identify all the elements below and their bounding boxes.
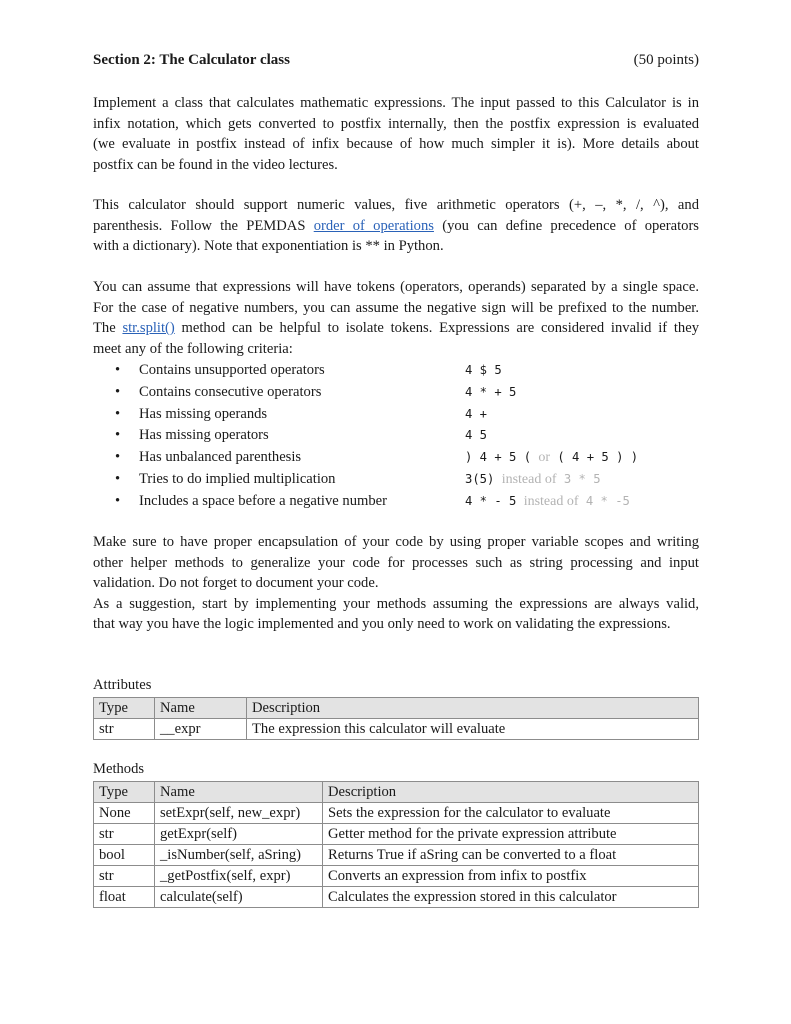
table-header-row <box>94 782 699 803</box>
table-row <box>94 845 699 866</box>
table-cell: The expression this calculator will evaluate <box>247 719 699 740</box>
table-row <box>94 866 699 887</box>
paragraph-line: Make sure to have proper encapsulation of your code by using proper variable scopes and writing <box>93 534 699 550</box>
text-span: parenthesis. Follow the PEMDAS <box>93 217 314 234</box>
paragraph-line: postfix can be found in the video lectures. <box>93 156 338 173</box>
table-cell: _isNumber(self, aSring) <box>155 845 323 866</box>
criteria-example <box>465 382 516 404</box>
paragraph-line: For the case of negative numbers, you can assume the negative sign will be prefixed to the number. <box>93 299 699 316</box>
methods-caption: Methods <box>93 761 145 777</box>
table-cell: str <box>94 824 155 845</box>
paragraph-line <box>93 216 699 237</box>
example-code: 3(5) <box>465 471 502 486</box>
criteria-example <box>465 425 487 447</box>
table-cell: bool <box>94 845 155 866</box>
bullet-icon: • <box>115 405 121 422</box>
table-cell: Converts an expression from infix to postfix <box>323 866 699 887</box>
text-span: method can be helpful to isolate tokens. Expressions are considered invalid if they <box>174 320 699 337</box>
paragraph-line: This calculator should support numeric values, five arithmetic operators (+, –, *, /, ^), and <box>93 197 699 213</box>
example-connector: or <box>538 450 551 466</box>
list-item <box>93 469 699 491</box>
table-row <box>94 803 699 824</box>
example-code: 4 * + 5 <box>465 384 517 399</box>
paragraph-line: meet any of the following criteria: <box>93 340 293 357</box>
invalid-criteria-list <box>93 360 699 513</box>
paragraph-line <box>93 318 699 339</box>
column-header: Name <box>155 782 323 803</box>
attributes-caption: Attributes <box>93 677 152 693</box>
bullet-icon: • <box>115 362 121 378</box>
table-cell: Getter method for the private expression attribute <box>323 824 699 845</box>
example-code-dim: 4 * -5 <box>578 493 630 508</box>
list-item <box>93 447 699 469</box>
bullet-icon: • <box>115 427 121 444</box>
table-row <box>94 824 699 845</box>
section-title: Section 2: The Calculator class <box>93 52 290 68</box>
bullet-icon: • <box>115 492 121 509</box>
bullet-icon: • <box>115 470 121 487</box>
list-item <box>93 382 699 404</box>
column-header: Description <box>247 698 699 719</box>
bullet-icon: • <box>115 449 121 466</box>
paragraph-line: that way you have the logic implemented and you only need to work on validating the expressions. <box>93 616 671 633</box>
example-connector: instead of <box>523 493 579 509</box>
encapsulation-paragraph <box>93 532 699 635</box>
table-cell: Calculates the expression stored in this calculator <box>323 887 699 908</box>
example-code: 4 $ 5 <box>465 363 502 377</box>
text-span: The <box>93 320 123 337</box>
list-item <box>93 404 699 426</box>
criteria-text: Includes a space before a negative number <box>139 492 387 509</box>
example-code: ( 4 + 5 ) ) <box>550 450 639 465</box>
list-item <box>93 360 699 382</box>
attributes-table <box>93 697 699 740</box>
paragraph-line: Implement a class that calculates mathematic expressions. The input passed to this Calculator is in <box>93 95 699 111</box>
criteria-example <box>465 404 487 426</box>
validation-paragraph <box>93 277 699 359</box>
list-item <box>93 425 699 447</box>
paragraph-line: As a suggestion, start by implementing your methods assuming the expressions are always valid, <box>93 595 699 612</box>
example-code: 4 5 <box>465 428 488 443</box>
criteria-example <box>465 360 502 382</box>
table-cell: float <box>94 887 155 908</box>
str-split-link[interactable]: str.split() <box>122 320 175 337</box>
table-cell: Returns True if aSring can be converted to a float <box>323 845 699 866</box>
table-cell: str <box>94 866 155 887</box>
paragraph-line: You can assume that expressions will have tokens (operators, operands) separated by a single space. <box>93 279 699 295</box>
operators-paragraph <box>93 195 699 257</box>
table-row <box>94 719 699 740</box>
table-cell: __expr <box>155 719 247 740</box>
table-header-row <box>94 698 699 719</box>
bullet-icon: • <box>115 383 121 400</box>
list-item <box>93 491 699 513</box>
example-connector: instead of <box>501 471 557 487</box>
column-header: Type <box>94 698 155 719</box>
table-cell: calculate(self) <box>155 887 323 908</box>
text-span: (you can define precedence of operators <box>433 217 699 234</box>
criteria-example <box>465 447 638 469</box>
criteria-example <box>465 491 630 513</box>
table-cell: _getPostfix(self, expr) <box>155 866 323 887</box>
criteria-text: Has missing operators <box>139 427 269 444</box>
section-points: (50 points) <box>633 52 699 68</box>
column-header: Type <box>94 782 155 803</box>
paragraph-line: validation. Do not forget to document your code. <box>93 575 379 592</box>
paragraph-line: other helper methods to generalize your code for processes such as string processing and input <box>93 554 699 571</box>
criteria-text: Contains unsupported operators <box>139 362 325 378</box>
table-cell: setExpr(self, new_expr) <box>155 803 323 824</box>
example-code: 4 + <box>465 406 488 421</box>
column-header: Name <box>155 698 247 719</box>
criteria-example <box>465 469 601 491</box>
methods-table <box>93 781 699 908</box>
table-cell: None <box>94 803 155 824</box>
order-of-operations-link[interactable]: order of operations <box>313 217 434 234</box>
criteria-text: Contains consecutive operators <box>139 383 322 400</box>
example-code: 4 * - 5 <box>465 493 524 508</box>
table-cell: Sets the expression for the calculator to evaluate <box>323 803 699 824</box>
criteria-text: Tries to do implied multiplication <box>139 470 336 487</box>
criteria-text: Has missing operands <box>139 405 268 422</box>
table-cell: str <box>94 719 155 740</box>
example-code: ) 4 + 5 ( <box>465 450 539 465</box>
table-cell: getExpr(self) <box>155 824 323 845</box>
intro-paragraph <box>93 93 699 175</box>
column-header: Description <box>323 782 699 803</box>
paragraph-line: with a dictionary). Note that exponentiation is ** in Python. <box>93 238 444 255</box>
criteria-text: Has unbalanced parenthesis <box>139 449 302 466</box>
paragraph-line: (we evaluate in postfix instead of infix because of how much simpler it is). More details about <box>93 136 699 153</box>
paragraph-line: infix notation, which gets converted to postfix internally, then the postfix expression is evaluated <box>93 115 699 132</box>
table-row <box>94 887 699 908</box>
example-code-dim: 3 * 5 <box>556 471 601 486</box>
